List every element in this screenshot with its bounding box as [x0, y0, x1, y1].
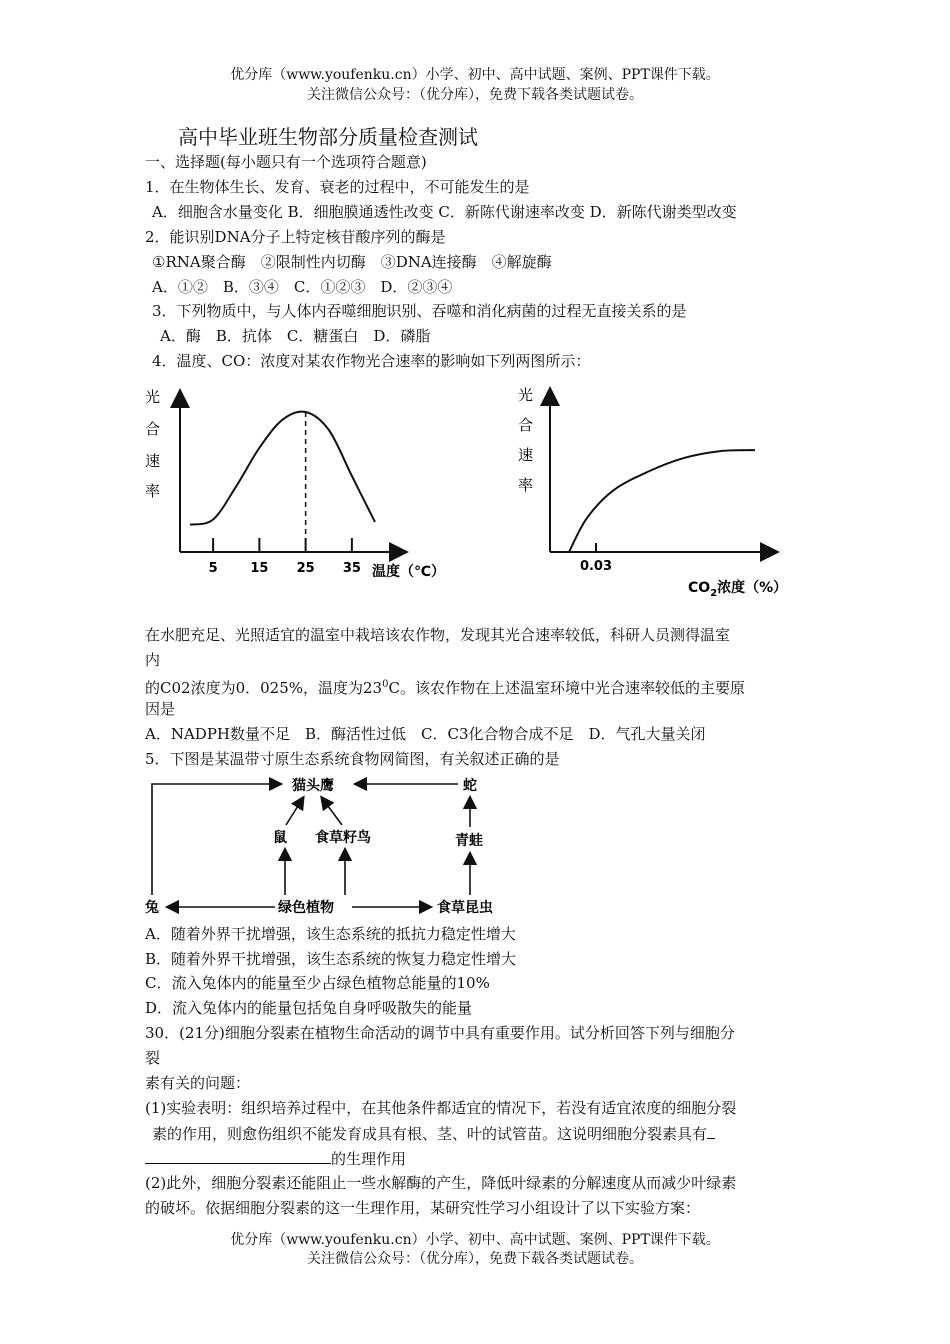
q30-stem-b: 裂 [145, 1049, 161, 1067]
co2-curve [569, 450, 755, 552]
x-tick-label: 5 [208, 561, 218, 576]
q30-part1-a: (1)实验表明：组织培养过程中，在其他条件都适宜的情况下，若没有适宜浓度的细胞分裂 [145, 1099, 737, 1117]
q4-para-1b: 内 [145, 651, 161, 669]
y-label-char-1: 光 [518, 386, 534, 404]
node-frog: 青蛙 [455, 833, 483, 849]
q3-options: A．酶 B．抗体 C．糖蛋白 D．磷脂 [160, 327, 431, 345]
x-axis-label: $CO_2$浓度（%） [688, 580, 788, 599]
x-tick-label: 35 [342, 561, 361, 576]
header-line-2: 关注微信公众号：（优分库），免费下载各类试题试卷。 [307, 87, 643, 103]
temperature-chart [140, 380, 470, 590]
q4-para-1: 在水肥充足、光照适宜的温室中栽培该农作物，发现其光合速率较低，科研人员测得温室 [145, 626, 731, 644]
x-tick-label: 15 [250, 561, 269, 576]
food-web-diagram [140, 770, 520, 920]
q30-stem-c: 素有关的问题： [145, 1074, 251, 1092]
q30-part1-b: 素的作用，则愈伤组织不能发育成具有根、茎、叶的试管苗。这说明细胞分裂素具有 [152, 1123, 715, 1144]
node-mouse: 鼠 [273, 830, 287, 846]
temperature-curve [190, 412, 375, 525]
y-label-char-3: 速 [145, 452, 161, 470]
y-label-char-2: 合 [518, 416, 534, 434]
node-plant: 绿色植物 [278, 900, 334, 916]
q2-items: ①RNA聚合酶 ②限制性内切酶 ③DNA连接酶 ④解旋酶 [152, 253, 552, 271]
q5-option-d: D．流入兔体内的能量包括兔自身呼吸散失的能量 [145, 999, 473, 1017]
node-bird: 食草籽鸟 [315, 830, 371, 846]
node-owl: 猫头鹰 [292, 778, 334, 794]
node-insect: 食草昆虫 [437, 900, 493, 916]
answer-blank [707, 1123, 715, 1139]
x-tick-label: 25 [296, 561, 315, 576]
y-label-char-4: 率 [518, 476, 534, 494]
q5-option-b: B．随着外界干扰增强，该生态系统的恢复力稳定性增大 [145, 950, 517, 968]
co2-chart [510, 380, 830, 605]
q4-para-2b: 因是 [145, 700, 176, 718]
node-snake: 蛇 [463, 778, 477, 794]
y-label-char-3: 速 [518, 446, 534, 464]
q3-stem: 3．下列物质中，与人体内吞噬细胞识别、吞噬和消化病菌的过程无直接关系的是 [152, 302, 687, 320]
q2-stem: 2．能识别DNA分子上特定核苷酸序列的酶是 [145, 228, 446, 246]
q30-part2-a: (2)此外，细胞分裂素还能阻止一些水解酶的产生，降低叶绿素的分解速度从而减少叶绿素 [145, 1174, 737, 1192]
node-rabbit: 兔 [145, 900, 159, 916]
q2-options: A．①② B．③④ C．①②③ D．②③④ [152, 278, 453, 296]
q1-stem: 1．在生物体生长、发育、衰老的过程中，不可能发生的是 [145, 178, 530, 196]
footer-line-2: 关注微信公众号：（优分库），免费下载各类试题试卷。 [307, 1251, 643, 1267]
q4-para-2: 的C02浓度为0．025%，温度为$23^0C$。该农作物在上述温室环境中光合速率较低的主要原 [145, 679, 745, 697]
q30-part2-b: 的破坏。依据细胞分裂素的这一生理作用，某研究性学习小组设计了以下实验方案： [145, 1199, 701, 1217]
arrow-bird-owl [322, 798, 342, 825]
footer-line-1: 优分库（www.youfenku.cn）小学、初中、高中试题、案例、PPT课件下载。 [230, 1232, 720, 1248]
x-axis-label: 温度（℃） [372, 564, 445, 580]
header-line-1: 优分库（www.youfenku.cn）小学、初中、高中试题、案例、PPT课件下载。 [230, 67, 720, 83]
y-label-char-2: 合 [145, 420, 161, 438]
arrow-mouse-owl [286, 798, 303, 825]
q5-option-a: A．随着外界干扰增强，该生态系统的抵抗力稳定性增大 [145, 925, 516, 943]
page-title: 高中毕业班生物部分质量检查测试 [178, 125, 478, 149]
section-heading: 一、选择题(每小题只有一个选项符合题意) [145, 153, 427, 171]
q5-stem: 5．下图是某温带寸原生态系统食物网简图，有关叙述正确的是 [145, 750, 560, 768]
q5-option-c: C．流入兔体内的能量至少占绿色植物总能量的10% [145, 974, 490, 992]
q1-options: A．细胞含水量变化 B．细胞膜通透性改变 C．新陈代谢速率改变 D．新陈代谢类型改变 [152, 203, 737, 221]
q4-stem: 4．温度、CO：浓度对某农作物光合速率的影响如下列两图所示： [152, 352, 591, 370]
answer-blank [145, 1148, 331, 1164]
q4-options: A．NADPH数量不足 B．酶活性过低 C．C3化合物合成不足 D．气孔大量关闭 [145, 725, 706, 743]
y-label-char-4: 率 [145, 482, 161, 500]
x-tick-label: 0.03 [579, 559, 613, 574]
y-label-char-1: 光 [145, 388, 161, 406]
q30-part1-c: 的生理作用 [145, 1148, 406, 1169]
arrow-rabbit-owl [152, 784, 280, 895]
q30-stem: 30．(21分)细胞分裂素在植物生命活动的调节中具有重要作用。试分析回答下列与细胞分 [145, 1024, 735, 1042]
